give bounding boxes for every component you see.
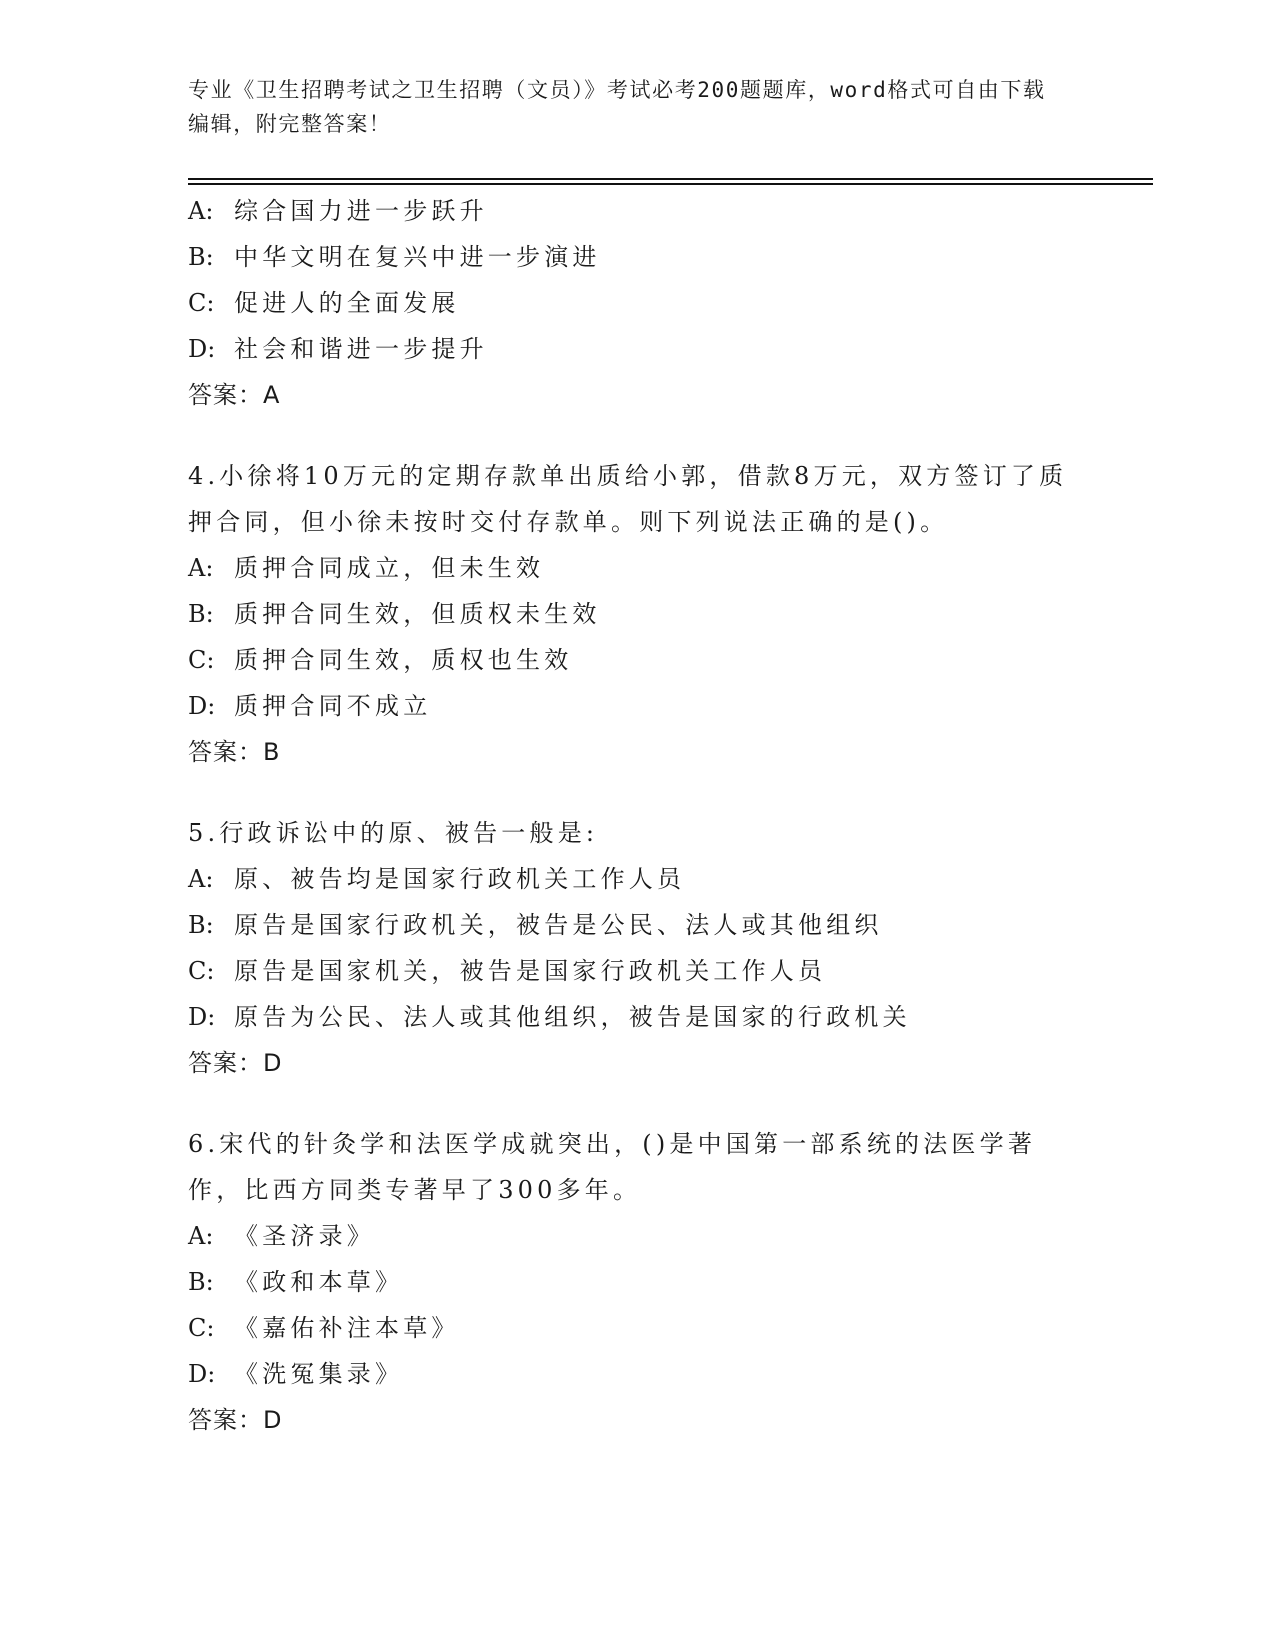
header-rule-bottom bbox=[188, 183, 1153, 185]
answer-line: 答案：A bbox=[188, 381, 281, 409]
option-text: 原告是国家机关，被告是国家行政机关工作人员 bbox=[234, 957, 827, 985]
option-text: 质押合同生效，质权也生效 bbox=[234, 646, 573, 674]
option-a bbox=[188, 545, 1088, 591]
option-letter: D: bbox=[188, 1003, 216, 1031]
option-text: 中华文明在复兴中进一步演进 bbox=[234, 243, 601, 271]
document-header: 专业《卫生招聘考试之卫生招聘（文员）》考试必考200题题库，word格式可自由下载编辑，附完整答案！ bbox=[188, 78, 1046, 136]
header-rule-top bbox=[188, 178, 1153, 180]
option-c bbox=[188, 948, 1088, 994]
option-letter: A: bbox=[188, 554, 214, 582]
option-text: 《嘉佑补注本草》 bbox=[234, 1314, 460, 1342]
answer-line: 答案：D bbox=[188, 1049, 283, 1077]
option-letter: C: bbox=[188, 957, 215, 985]
option-text: 促进人的全面发展 bbox=[234, 289, 460, 317]
option-text: 质押合同不成立 bbox=[234, 692, 432, 720]
question-5 bbox=[188, 810, 1088, 1086]
option-b bbox=[188, 234, 1088, 280]
option-letter: C: bbox=[188, 646, 215, 674]
option-text: 原告为公民、法人或其他组织，被告是国家的行政机关 bbox=[234, 1003, 911, 1031]
option-text: 原、被告均是国家行政机关工作人员 bbox=[234, 865, 686, 893]
option-c bbox=[188, 280, 1088, 326]
option-letter: D: bbox=[188, 1360, 216, 1388]
answer-line: 答案：D bbox=[188, 1406, 283, 1434]
option-d bbox=[188, 683, 1088, 729]
option-b bbox=[188, 902, 1088, 948]
question-4 bbox=[188, 453, 1088, 775]
option-letter: B: bbox=[188, 911, 214, 939]
option-a bbox=[188, 1213, 1088, 1259]
option-text: 质押合同成立，但未生效 bbox=[234, 554, 545, 582]
option-d bbox=[188, 326, 1088, 372]
option-c bbox=[188, 1305, 1088, 1351]
option-letter: B: bbox=[188, 600, 214, 628]
question-list bbox=[188, 188, 1088, 1478]
option-b bbox=[188, 591, 1088, 637]
option-letter: D: bbox=[188, 692, 216, 720]
option-d bbox=[188, 1351, 1088, 1397]
option-text: 《圣济录》 bbox=[234, 1222, 375, 1250]
option-text: 综合国力进一步跃升 bbox=[234, 197, 488, 225]
question-stem: 6.宋代的针灸学和法医学成就突出，()是中国第一部系统的法医学著作，比西方同类专著早了300多年。 bbox=[188, 1130, 1037, 1204]
option-a bbox=[188, 856, 1088, 902]
option-letter: C: bbox=[188, 289, 215, 317]
question-stem: 4.小徐将10万元的定期存款单出质给小郭，借款8万元，双方签订了质押合同，但小徐未按时交付存款单。则下列说法正确的是()。 bbox=[188, 462, 1068, 536]
option-a bbox=[188, 188, 1088, 234]
option-text: 《政和本草》 bbox=[234, 1268, 404, 1296]
question-6 bbox=[188, 1121, 1088, 1443]
option-letter: A: bbox=[188, 865, 214, 893]
option-letter: A: bbox=[188, 197, 214, 225]
option-letter: B: bbox=[188, 243, 214, 271]
option-text: 原告是国家行政机关，被告是公民、法人或其他组织 bbox=[234, 911, 883, 939]
option-d bbox=[188, 994, 1088, 1040]
option-b bbox=[188, 1259, 1088, 1305]
option-c bbox=[188, 637, 1088, 683]
question-stem: 5.行政诉讼中的原、被告一般是: bbox=[188, 819, 599, 847]
option-letter: A: bbox=[188, 1222, 214, 1250]
option-text: 社会和谐进一步提升 bbox=[234, 335, 488, 363]
question-3-partial bbox=[188, 188, 1088, 418]
option-letter: C: bbox=[188, 1314, 215, 1342]
option-text: 质押合同生效，但质权未生效 bbox=[234, 600, 601, 628]
option-letter: B: bbox=[188, 1268, 214, 1296]
answer-line: 答案：B bbox=[188, 738, 281, 766]
option-letter: D: bbox=[188, 335, 216, 363]
option-text: 《洗冤集录》 bbox=[234, 1360, 404, 1388]
